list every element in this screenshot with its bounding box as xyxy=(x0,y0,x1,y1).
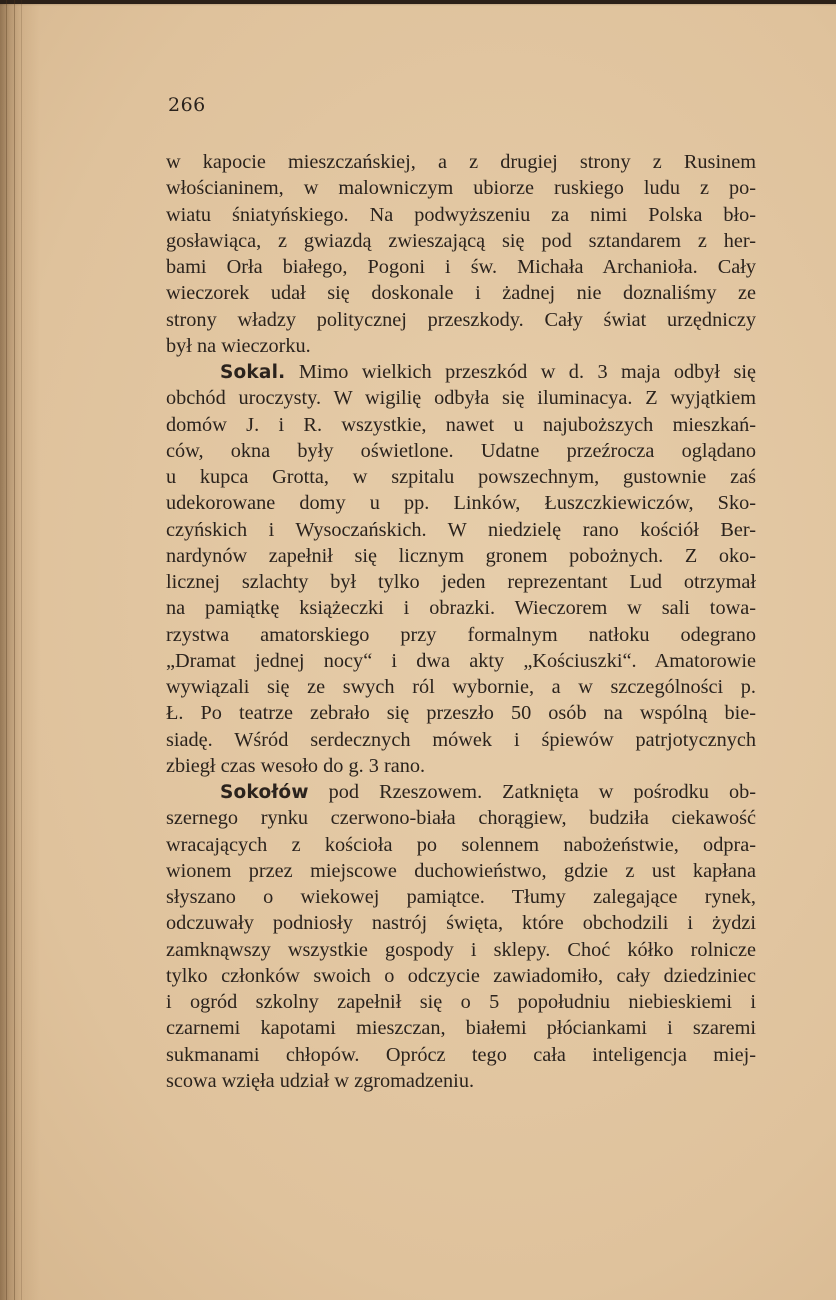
text-line-content: odczuwały podniosły nastrój święta, które obchodzili i żydzi xyxy=(166,912,756,935)
text-line xyxy=(166,490,756,516)
text-line-content: zbiegł czas wesoło do g. 3 rano. xyxy=(166,754,426,777)
text-line xyxy=(166,412,756,438)
text-line xyxy=(166,307,756,333)
text-line-content: obchód uroczysty. W wigilię odbyła się iluminacya. Z wyjątkiem xyxy=(166,387,756,410)
text-line xyxy=(166,700,756,726)
text-line-content: gosławiąca, z gwiazdą zwieszającą się pod sztandarem z her- xyxy=(166,229,756,252)
text-line xyxy=(166,280,756,306)
spine-shadow-line xyxy=(6,0,7,1300)
text-line-content: szernego rynku czerwono-biała chorągiew, budziła ciekawość xyxy=(166,807,756,830)
text-line xyxy=(166,149,756,175)
text-line xyxy=(166,858,756,884)
text-line xyxy=(166,805,756,831)
text-line-content: wionem przez miejscowe duchowieństwo, gdzie z ust kapłana xyxy=(166,859,756,882)
text-line xyxy=(166,674,756,700)
text-line xyxy=(166,517,756,543)
text-line xyxy=(166,464,756,490)
body-text xyxy=(166,149,756,1094)
text-line-content: wiatu śniatyńskiego. Na podwyższeniu za nimi Polska bło- xyxy=(166,203,756,226)
text-line-content: zamknąwszy wszystkie gospody i sklepy. Choć kółko rolnicze xyxy=(166,938,756,961)
text-line-content: na pamiątkę książeczki i obrazki. Wieczorem w sali towa- xyxy=(166,597,756,620)
text-line xyxy=(166,1015,756,1041)
text-line xyxy=(166,595,756,621)
text-line-content: tylko członków swoich o odczycie zawiadomiło, cały dziedziniec xyxy=(166,964,756,987)
text-line xyxy=(166,254,756,280)
text-line-content: i ogród szkolny zapełnił się o 5 popołudniu niebieskiemi i xyxy=(166,991,756,1013)
text-line xyxy=(166,359,756,385)
text-line xyxy=(166,202,756,228)
text-line-content: licznej szlachty był tylko jeden reprezentant Lud otrzymał xyxy=(166,571,756,593)
place-name-heading: Sokal. xyxy=(220,362,286,383)
text-line xyxy=(166,832,756,858)
text-line-content: wracających z kościoła po solennem nabożeństwie, odpra- xyxy=(166,833,756,856)
text-line-content: Ł. Po teatrze zebrało się przeszło 50 osób na wspólną bie- xyxy=(166,702,756,725)
text-line-content: nardynów zapełnił się licznym gronem pobożnych. Z oko- xyxy=(166,544,756,567)
text-line-content: udekorowane domy u pp. Linków, Łuszczkiewiczów, Sko- xyxy=(166,492,756,515)
text-line-content: siadę. Wśród serdecznych mówek i śpiewów patrjotycznych xyxy=(166,728,756,751)
text-line xyxy=(166,333,756,359)
text-line-content: słyszano o wiekowej pamiątce. Tłumy zalegające rynek, xyxy=(166,886,756,908)
text-line-content: u kupca Grotta, w szpitalu powszechnym, gustownie zaś xyxy=(166,466,756,488)
page-number: 266 xyxy=(168,94,206,116)
text-line-content: w kapocie mieszczańskiej, a z drugiej strony z Rusinem xyxy=(166,151,756,173)
spine-shadow-line xyxy=(14,0,15,1300)
text-line-content: bami Orła białego, Pogoni i św. Michała Archanioła. Cały xyxy=(166,256,756,278)
page-top-edge xyxy=(0,0,836,4)
text-line xyxy=(166,569,756,595)
text-line-content: sukmanami chłopów. Oprócz tego cała inteligencja miej- xyxy=(166,1043,756,1066)
spine-shadow-line xyxy=(21,0,22,1300)
text-line-content: był na wieczorku. xyxy=(166,334,311,357)
text-line xyxy=(166,438,756,464)
text-line-content: „Dramat jednej nocy“ i dwa akty „Kościuszki“. Amatorowie xyxy=(166,649,756,672)
text-line xyxy=(166,963,756,989)
text-line xyxy=(166,727,756,753)
text-line xyxy=(166,543,756,569)
text-line-content: strony władzy politycznej przeszkody. Cały świat urzędniczy xyxy=(166,308,756,331)
text-line-content: czarnemi kapotami mieszczan, białemi płóciankami i szaremi xyxy=(166,1017,756,1040)
text-line xyxy=(166,910,756,936)
text-line-content: scowa wzięła udział w zgromadzeniu. xyxy=(166,1069,475,1092)
text-line-content: rzystwa amatorskiego przy formalnym natłoku odegrano xyxy=(166,623,756,646)
text-line xyxy=(166,779,756,805)
text-line-content: ców, okna były oświetlone. Udatne przeźrocza oglądano xyxy=(166,439,756,462)
text-line xyxy=(166,622,756,648)
text-line xyxy=(166,884,756,910)
text-line-content: domów J. i R. wszystkie, nawet u najuboższych mieszkań- xyxy=(166,413,756,436)
text-line-content: włościaninem, w malowniczym ubiorze ruskiego ludu z po- xyxy=(166,177,756,200)
text-line xyxy=(166,753,756,779)
text-line xyxy=(166,648,756,674)
text-line-content: Mimo wielkich przeszkód w d. 3 maja odbył się xyxy=(285,361,756,383)
text-line xyxy=(166,937,756,963)
text-line-content: czyńskich i Wysoczańskich. W niedzielę rano kościół Ber- xyxy=(166,518,756,541)
text-line-content: pod Rzeszowem. Zatknięta w pośrodku ob- xyxy=(308,781,756,803)
text-line-content: wieczorek udał się doskonale i żadnej nie doznaliśmy ze xyxy=(166,282,756,305)
text-line xyxy=(166,1068,756,1094)
text-line xyxy=(166,385,756,411)
text-line xyxy=(166,228,756,254)
text-line-content: wywiązali się ze swych ról wybornie, a w szczególności p. xyxy=(166,676,756,698)
text-line xyxy=(166,1042,756,1068)
text-line xyxy=(166,175,756,201)
text-line xyxy=(166,989,756,1015)
place-name-heading: Sokołów xyxy=(220,782,309,803)
